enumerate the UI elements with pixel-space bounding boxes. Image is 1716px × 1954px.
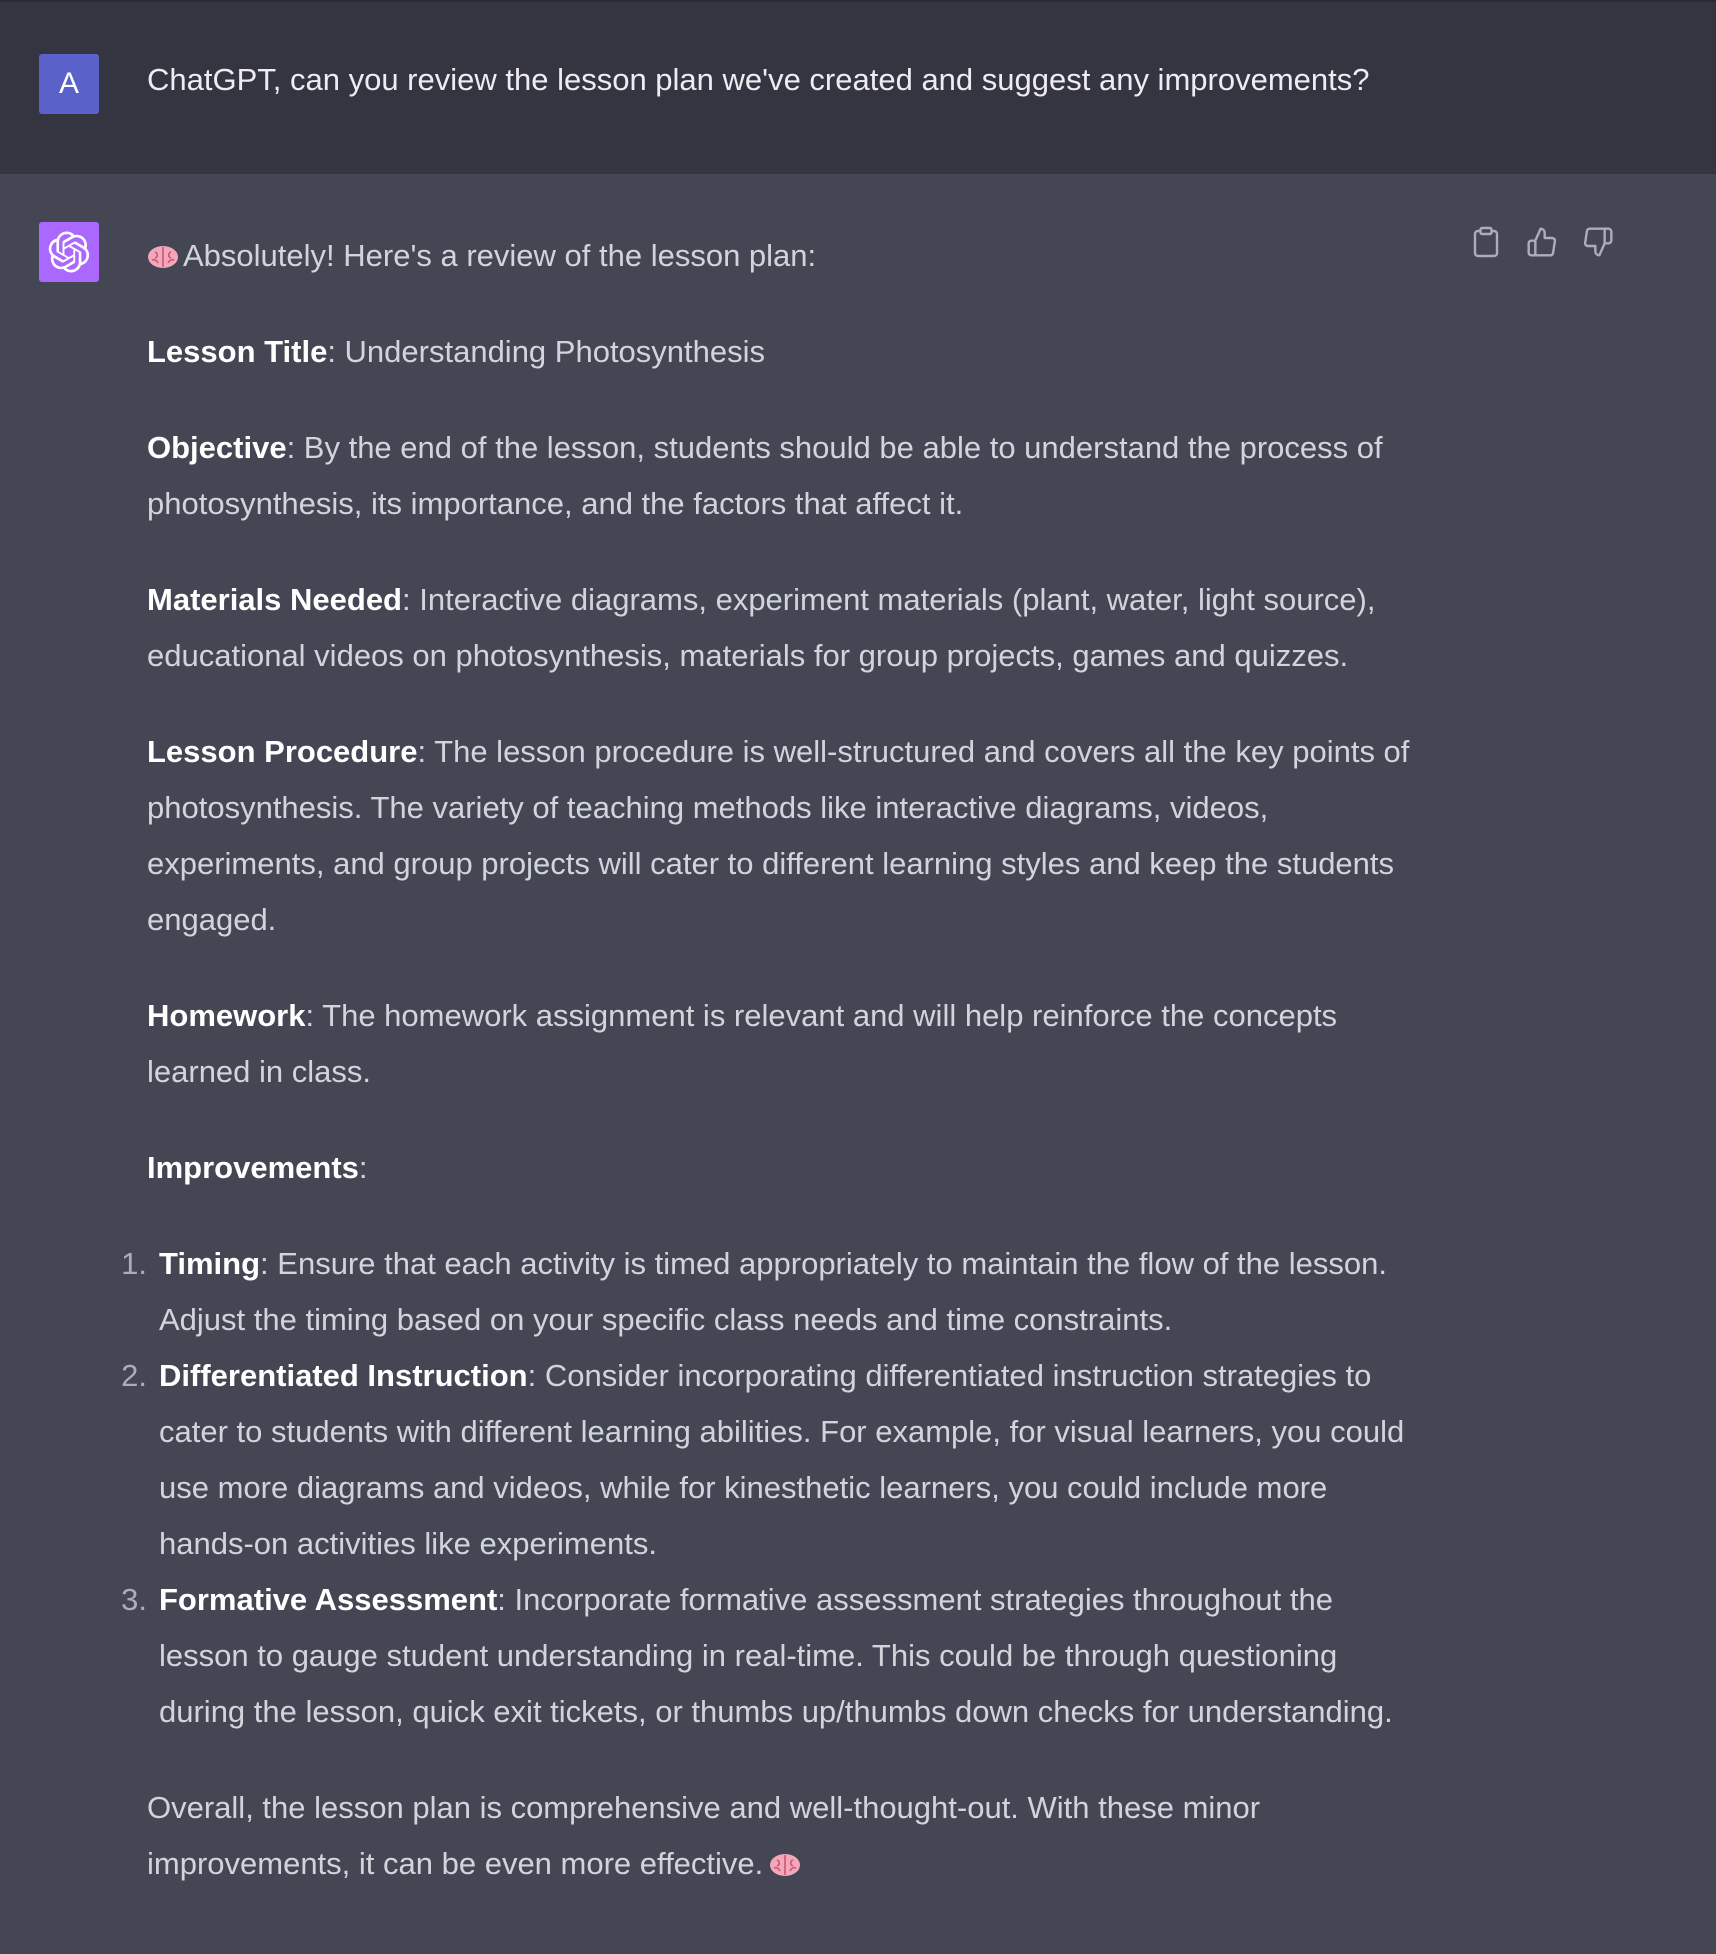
- section-label: Materials Needed: [147, 582, 402, 617]
- item-text: : Consider incorporating differentiated instruction strategies to: [527, 1358, 1372, 1393]
- copy-icon[interactable]: [1470, 226, 1502, 258]
- item-text: : Ensure that each activity is timed appropriately to maintain the flow of the lesson.: [260, 1246, 1387, 1281]
- closing-text: Overall, the lesson plan is comprehensive and well-thought-out. With these minor: [147, 1790, 1261, 1825]
- assistant-response: [121, 228, 1467, 1932]
- section-label: Lesson Title: [147, 334, 328, 369]
- section-text: experiments, and group projects will cater to different learning styles and keep the students: [147, 846, 1395, 881]
- list-item: [121, 1572, 1467, 1740]
- section-text: photosynthesis. The variety of teaching methods like interactive diagrams, videos,: [147, 790, 1269, 825]
- list-number: 1.: [121, 1246, 147, 1281]
- improvements-list: [121, 1236, 1467, 1740]
- brain-emoji-icon: [147, 243, 179, 269]
- list-number: 3.: [121, 1582, 147, 1617]
- closing-text: improvements, it can be even more effective.: [147, 1846, 764, 1881]
- section-label: Homework: [147, 998, 306, 1033]
- item-text: use more diagrams and videos, while for kinesthetic learners, you could include more: [159, 1470, 1328, 1505]
- user-message-row: [0, 0, 1716, 174]
- user-avatar: A: [39, 54, 99, 114]
- section-text: educational videos on photosynthesis, materials for group projects, games and quizzes.: [147, 638, 1349, 673]
- item-label: Formative Assessment: [159, 1582, 498, 1617]
- section-label: Objective: [147, 430, 287, 465]
- section-text: learned in class.: [147, 1054, 372, 1089]
- section-text: photosynthesis, its importance, and the factors that affect it.: [147, 486, 964, 521]
- item-text: lesson to gauge student understanding in real-time. This could be through questioning: [159, 1638, 1338, 1673]
- section-procedure: [147, 724, 1467, 948]
- section-materials: [147, 572, 1467, 684]
- section-text: : Understanding Photosynthesis: [327, 334, 766, 369]
- openai-logo-icon: [39, 222, 99, 282]
- item-text: during the lesson, quick exit tickets, or thumbs up/thumbs down checks for understanding.: [159, 1694, 1393, 1729]
- list-item: [121, 1236, 1467, 1348]
- intro-text: Absolutely! Here's a review of the lesson plan:: [183, 238, 817, 273]
- section-improvements: [147, 1140, 1467, 1196]
- section-text: engaged.: [147, 902, 277, 937]
- brain-emoji-icon: [769, 1851, 801, 1877]
- thumbs-up-icon[interactable]: [1526, 226, 1558, 258]
- section-lesson-title: [147, 324, 1467, 380]
- section-text: : The homework assignment is relevant and will help reinforce the concepts: [305, 998, 1338, 1033]
- item-text: Adjust the timing based on your specific class needs and time constraints.: [159, 1302, 1173, 1337]
- response-intro: [147, 228, 1467, 284]
- response-closing: [147, 1780, 1467, 1892]
- section-text: : By the end of the lesson, students should be able to understand the process of: [286, 430, 1383, 465]
- section-text: :: [358, 1150, 368, 1185]
- section-text: : The lesson procedure is well-structured and covers all the key points of: [417, 734, 1410, 769]
- item-label: Differentiated Instruction: [159, 1358, 528, 1393]
- item-text: hands-on activities like experiments.: [159, 1526, 657, 1561]
- message-actions: [1470, 226, 1614, 258]
- section-text: : Interactive diagrams, experiment materials (plant, water, light source),: [402, 582, 1376, 617]
- item-text: : Incorporate formative assessment strategies throughout the: [497, 1582, 1333, 1617]
- section-label: Lesson Procedure: [147, 734, 418, 769]
- item-label: Timing: [159, 1246, 261, 1281]
- thumbs-down-icon[interactable]: [1582, 226, 1614, 258]
- section-homework: [147, 988, 1467, 1100]
- list-number: 2.: [121, 1358, 147, 1393]
- section-label: Improvements: [147, 1150, 359, 1185]
- list-item: [121, 1348, 1467, 1572]
- item-text: cater to students with different learning abilities. For example, for visual learners, you could: [159, 1414, 1405, 1449]
- section-objective: [147, 420, 1467, 532]
- user-message-text: ChatGPT, can you review the lesson plan we've created and suggest any improvements?: [147, 62, 1370, 97]
